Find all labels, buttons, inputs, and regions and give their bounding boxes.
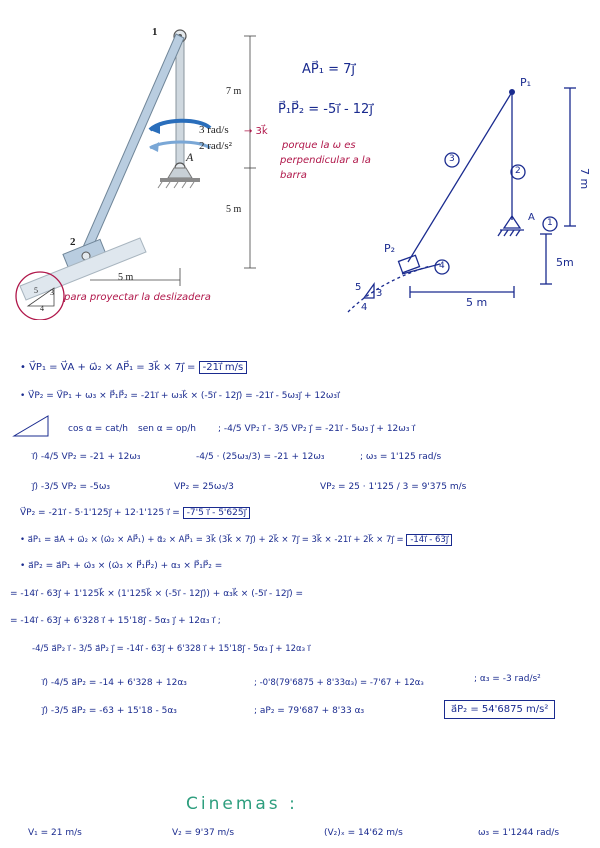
perpendicular-note-1: porque la ω es bbox=[282, 140, 356, 151]
cinemas-title: Cinemas : bbox=[186, 794, 298, 814]
trig-triangle bbox=[12, 412, 52, 440]
sketch-dim-7m: 7 m bbox=[578, 168, 591, 190]
omega-value: 3 rad/s bbox=[199, 124, 229, 136]
eq-vp2: • V⃗P₂ = V⃗P₁ + ω₃ × P⃗₁P⃗₂ = -21i⃗ + ω₃k⃗ × (-5i⃗ - 12j⃗) = -21i⃗ - 5ω₃j⃗ + 12ω₃i⃗ bbox=[20, 391, 340, 401]
dim-5m-horizontal: 5 m bbox=[118, 272, 134, 283]
triangle-3: 3 bbox=[50, 288, 54, 297]
eq-j-2: VP₂ = 25ω₃/3 bbox=[174, 482, 234, 492]
eq-i: i⃗) -4/5 VP₂ = -21 + 12ω₃ bbox=[32, 452, 141, 462]
sketch-tri-3: 3 bbox=[376, 288, 383, 299]
label-point-2: 2 bbox=[70, 236, 76, 248]
sketch-bar-3 bbox=[408, 92, 512, 262]
sketch-dim-5m-vertical: 5m bbox=[556, 256, 574, 269]
eq-ap1-result: -14i⃗ - 63j⃗ bbox=[406, 534, 452, 546]
eq-ap2-i: i⃗) -4/5 a⃗P₂ = -14 + 6'328 + 12α₃ bbox=[42, 678, 187, 688]
eq-ap2-line4: -4/5 a⃗P₂ i⃗ - 3/5 a⃗P₂ j⃗ = -14i⃗ - 63j⃗ + 6'328 i⃗ + 15'18j⃗ - 5α₃ j⃗ + 12α₃ i⃗ bbox=[32, 644, 311, 654]
dim-7m: 7 m bbox=[226, 86, 242, 97]
vector-p1p2: P⃗₁P⃗₂ = -5i⃗ - 12j⃗ bbox=[278, 102, 373, 117]
eq-vp1-text: • V⃗P₁ = V⃗A + ω⃗₂ × AP⃗₁ = 3k⃗ × 7j⃗ = bbox=[20, 362, 196, 373]
alpha-value: 2 rad/s² bbox=[199, 140, 232, 152]
sketch-circle-4: 4 bbox=[439, 261, 445, 271]
eq-vp1-result: -21i⃗ m/s bbox=[199, 361, 248, 374]
sketch-label-a: A bbox=[528, 212, 535, 223]
eq-ap1-text: • a⃗P₁ = a⃗A + ω⃗₂ × (ω⃗₂ × AP⃗₁) + α⃗₂ × AP⃗₁ = 3k⃗ (3k⃗ × 7j⃗) + 2k⃗ × 7j⃗ = 3k⃗ × -21i⃗ + 2k⃗ × 7j⃗ = bbox=[20, 535, 404, 545]
eq-vp2-final bbox=[20, 508, 250, 518]
cinemas-w3: ω₃ = 1'1244 rad/s bbox=[478, 828, 560, 838]
sketch-circle-2: 2 bbox=[515, 166, 521, 176]
eq-vp2-result: -7'5 i⃗ - 5'625j⃗ bbox=[183, 507, 250, 519]
sketch-dim-5m-horizontal: 5 m bbox=[466, 296, 488, 309]
cinemas-v1: V₁ = 21 m/s bbox=[28, 828, 82, 838]
eq-ap2-result: a⃗P₂ = 54'6875 m/s² bbox=[444, 700, 555, 719]
eq-ap2-j: j⃗) -3/5 a⃗P₂ = -63 + 15'18 - 5α₃ bbox=[42, 706, 177, 716]
hand-sketch bbox=[330, 70, 600, 330]
dim-5m-vertical: 5 m bbox=[226, 204, 242, 215]
sketch-tri-5: 5 bbox=[355, 282, 362, 293]
sketch-label-p1: P₁ bbox=[520, 76, 532, 89]
label-point-A: A bbox=[186, 150, 194, 164]
eq-ap2-i-result: ; -0'8(79'6875 + 8'33α₃) = -7'67 + 12α₃ bbox=[254, 678, 424, 688]
eq-ap1 bbox=[20, 535, 452, 545]
sketch-circle-3: 3 bbox=[449, 154, 455, 164]
trig-sen: sen α = op/h bbox=[138, 424, 196, 434]
eq-vp1 bbox=[20, 362, 247, 373]
slider-projection-note: para proyectar la deslizadera bbox=[64, 292, 211, 303]
eq-ap2-line3: = -14i⃗ - 63j⃗ + 6'328 i⃗ + 15'18j⃗ - 5α₃ j⃗ + 12α₃ i⃗ ; bbox=[10, 616, 221, 626]
eq-ap2: • a⃗P₂ = a⃗P₁ + ω⃗₃ × (ω⃗₃ × P⃗₁P⃗₂) + α₃ × P⃗₁P⃗₂ = bbox=[20, 561, 223, 571]
eq-i-2: -4/5 · (25ω₃/3) = -21 + 12ω₃ bbox=[196, 452, 325, 462]
vector-ap1: AP⃗₁ = 7j⃗ bbox=[302, 62, 355, 77]
eq-vp2-final-text: V⃗P₂ = -21i⃗ - 5·1'125j⃗ + 12·1'125 i⃗ = bbox=[20, 508, 180, 518]
eq-ap2-line2: = -14i⃗ - 63j⃗ + 1'125k⃗ × (1'125k⃗ × (-5i⃗ - 12j⃗)) + α₃k⃗ × (-5i⃗ - 12j⃗) = bbox=[10, 589, 304, 599]
cinemas-v2: V₂ = 9'37 m/s bbox=[172, 828, 235, 838]
sketch-circle-1: 1 bbox=[547, 218, 553, 228]
omega-k-note: → 3k⃗ bbox=[244, 126, 268, 137]
eq-i-result: ; ω₃ = 1'125 rad/s bbox=[360, 452, 442, 462]
alpha3-result: ; α₃ = -3 rad/s² bbox=[474, 674, 541, 684]
eq-j: j⃗) -3/5 VP₂ = -5ω₃ bbox=[32, 482, 111, 492]
label-point-1: 1 bbox=[152, 26, 158, 38]
vertical-post bbox=[176, 36, 184, 170]
trig-rhs: ; -4/5 VP₂ i⃗ - 3/5 VP₂ j⃗ = -21i⃗ - 5ω₃ j⃗ + 12ω₃ i⃗ bbox=[218, 424, 415, 434]
perpendicular-note-2: perpendicular a la bbox=[280, 155, 371, 166]
cinemas-v2x: (V₂)ₓ = 14'62 m/s bbox=[324, 828, 403, 838]
perpendicular-note-3: barra bbox=[280, 170, 307, 181]
triangle-4: 4 bbox=[40, 304, 44, 313]
eq-ap2-j-result: ; aP₂ = 79'687 + 8'33 α₃ bbox=[254, 706, 365, 716]
sketch-tri-4: 4 bbox=[361, 302, 368, 313]
eq-j-result: VP₂ = 25 · 1'125 / 3 = 9'375 m/s bbox=[320, 482, 467, 492]
mechanism-figure bbox=[0, 0, 290, 320]
sketch-label-p2: P₂ bbox=[384, 242, 396, 255]
triangle-5: 5 bbox=[34, 286, 38, 295]
trig-cos: cos α = cat/h bbox=[68, 424, 128, 434]
